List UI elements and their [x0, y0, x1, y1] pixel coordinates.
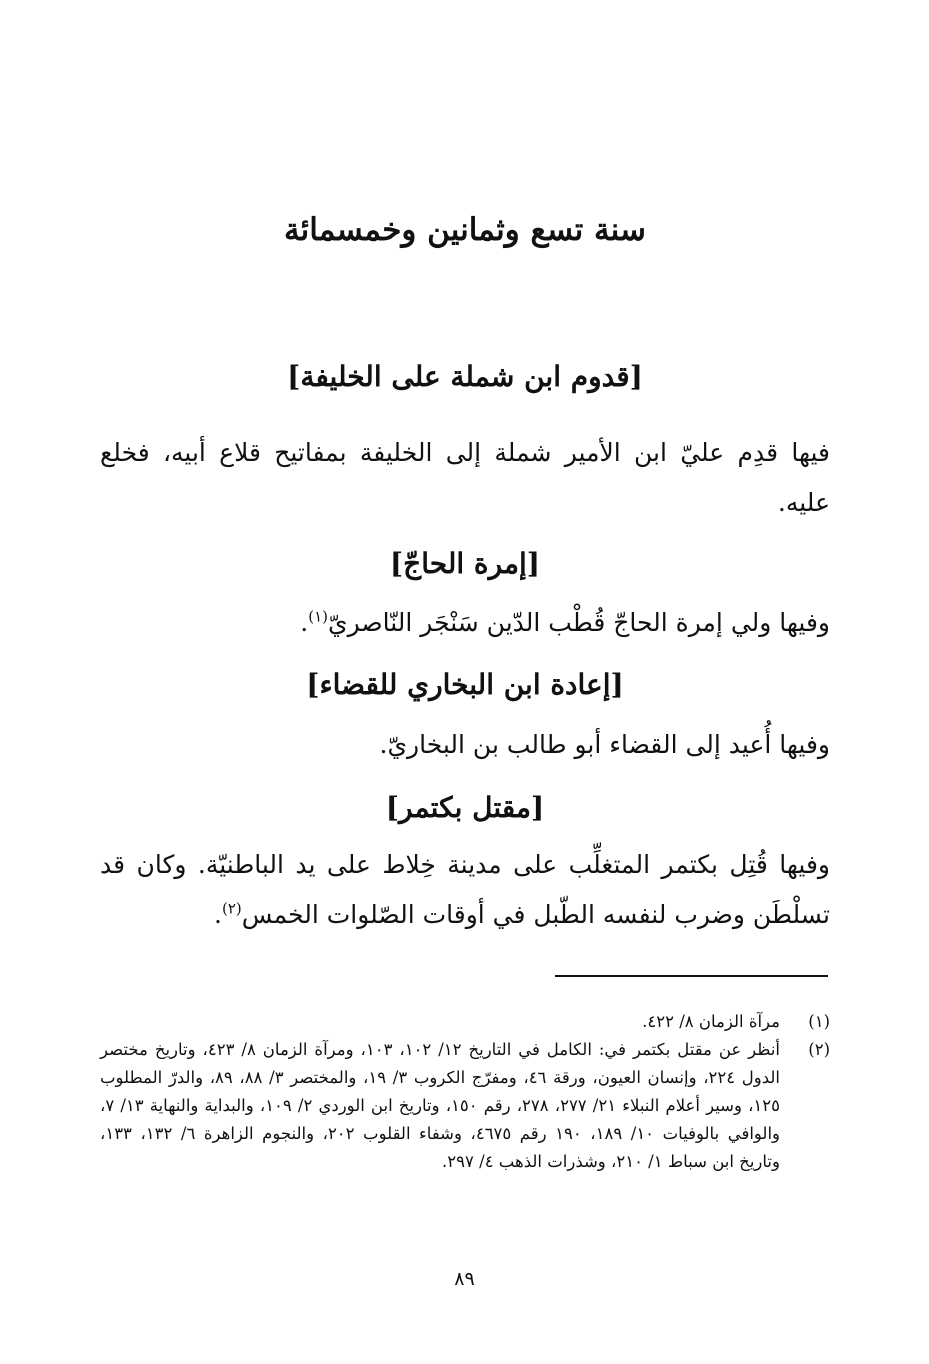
- section-text-ibn-albukhari: وفيها أُعيد إلى القضاء أبو طالب بن البخاريّ.: [379, 730, 830, 759]
- section-heading-ibn-albukhari: [إعادة ابن البخاري للقضاء]: [306, 668, 624, 701]
- section-text-body: وفيها قُتِل بكتمر المتغلِّب على مدينة خِلاط على يد الباطنيّة. وكان قد تسلْطَن وضرب لنفسه الطّبل في أوقات الصّلوات الخمس: [100, 850, 830, 929]
- footnote-divider: [555, 975, 828, 977]
- footnote-text: مرآة الزمان ٨/ ٤٢٢.: [642, 1012, 780, 1031]
- footnote-number: (٢): [808, 1040, 830, 1059]
- footnote-text: أنظر عن مقتل بكتمر في: الكامل في التاريخ ١٢/ ١٠٢، ١٠٣، ومرآة الزمان ٨/ ٤٢٣، وتاريخ مختصر الدول ٢٢٤، وإنسان العيون، ورقة ٤٦، ومفرّج الكروب ٣/ ١٩، والمختصر ٣/ ٨٨، ٨٩، والدرّ المطلوب ١٢٥، وسير أعلام النبلاء ٢١/ ٢٧٧، ٢٧٨، رقم ١٥٠، وتاريخ ابن الوردي ٢/ ١٠٩، والبداية والنهاية ١٣/ ٧، والوافي بالوفيات ١٠/ ١٨٩، ١٩٠ رقم ٤٦٧٥، وشفاء القلوب ٢٠٢، والنجوم الزاهرة ٦/ ١٣٢، ١٣٣، وتاريخ ابن سباط ١/ ٢١٠، وشذرات الذهب ٤/ ٢٩٧.: [100, 1040, 781, 1171]
- footnote-number: (١): [808, 1012, 830, 1031]
- section-text-body: وفيها ولي إمرة الحاجّ قُطْب الدّين سَنْجَر النّاصريّ: [328, 608, 830, 637]
- section-heading-ibn-shamla: [قدوم ابن شملة على الخليفة]: [287, 360, 643, 393]
- page-number: ٨٩: [454, 1268, 475, 1290]
- sentence-end: .: [300, 608, 309, 637]
- footnote-ref-1[interactable]: (١): [308, 607, 329, 626]
- page-title: سنة تسع وثمانين وخمسمائة: [284, 212, 646, 248]
- footnote-ref-2[interactable]: (٢): [221, 899, 242, 918]
- section-text-maqtal-baktamur: [100, 840, 830, 940]
- section-heading-maqtal-baktamur: [مقتل بكتمر]: [385, 791, 545, 824]
- footnotes: [100, 1008, 830, 1176]
- footnote-2: [100, 1036, 830, 1176]
- section-heading-imrat-alhajj: [إمرة الحاجّ]: [389, 547, 541, 580]
- section-text-imrat-alhajj: [100, 598, 830, 648]
- section-text-ibn-shamla: فيها قدِم عليّ ابن الأمير شملة إلى الخليفة بمفاتيح قلاع أبيه، فخلع عليه.: [100, 438, 830, 517]
- footnote-1: [100, 1008, 830, 1036]
- sentence-end: .: [214, 900, 222, 929]
